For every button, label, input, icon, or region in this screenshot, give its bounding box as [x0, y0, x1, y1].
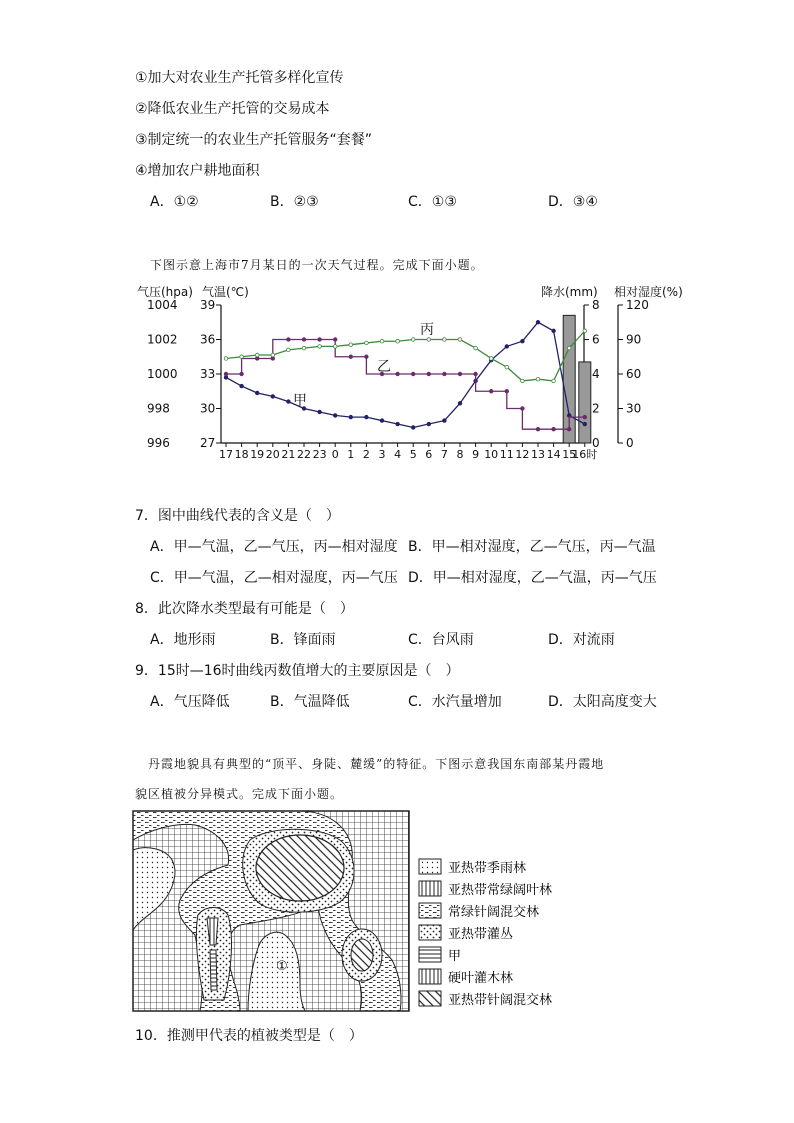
pressure-tick-label: 1004: [147, 298, 178, 312]
series-point: [443, 338, 447, 342]
series-point: [349, 355, 353, 359]
legend-swatch-shrub: [419, 925, 441, 940]
x-tick-label: 4: [394, 448, 402, 461]
humidity-tick-label: 120: [626, 298, 649, 312]
series-point: [489, 357, 493, 361]
series-point: [521, 339, 525, 343]
series-point: [240, 355, 244, 359]
x-tick-label: 1: [347, 448, 355, 461]
statement-3: ③制定统一的农业生产托管服务“套餐”: [135, 132, 373, 148]
series-point: [318, 338, 322, 342]
series-point: [287, 400, 291, 404]
series-point: [489, 389, 493, 393]
map-label-1: ①: [276, 959, 288, 974]
x-tick-label: 21: [281, 448, 296, 461]
series-point: [583, 422, 587, 426]
vegetation-map: [130, 808, 590, 1018]
q9-option-a[interactable]: A．气压降低: [150, 694, 230, 710]
series-point: [396, 422, 400, 426]
series-point: [287, 338, 291, 342]
temp-tick-label: 36: [200, 332, 216, 347]
series-point: [536, 377, 540, 381]
danxia-intro-line1: 丹霞地貌具有典型的“顶平、身陡、麓缓”的特征。下图示意我国东南部某丹霞地: [148, 757, 605, 771]
pressure-axis-label: 气压(hpa): [137, 285, 193, 299]
q7-option-d[interactable]: D．甲—相对湿度，乙—气温，丙—气压: [408, 570, 657, 586]
series-point: [536, 427, 540, 431]
series-point: [271, 395, 275, 399]
series-point: [552, 379, 556, 383]
x-tick-label: 12: [515, 448, 530, 461]
x-tick-label: 23: [312, 448, 327, 461]
series-point: [474, 346, 478, 350]
x-tick-label: 0: [331, 448, 339, 461]
series-point: [567, 346, 571, 350]
series-point: [396, 339, 400, 343]
q9-option-d[interactable]: D．太阳高度变大: [548, 694, 657, 710]
curve-label-jia: 甲: [293, 393, 307, 409]
q7-option-a[interactable]: A．甲—气温，乙—气压，丙—相对湿度: [150, 539, 398, 555]
q9-option-b[interactable]: B．气温降低: [270, 694, 350, 710]
series-point: [302, 346, 306, 350]
humidity-tick-label: 90: [626, 332, 642, 347]
statement-4: ④增加农户耕地面积: [135, 163, 260, 179]
series-point: [443, 372, 447, 376]
pressure-tick-label: 1000: [147, 367, 178, 381]
statement-1: ①加大对农业生产托管多样化宣传: [135, 70, 344, 86]
map-jia-strip: [210, 950, 217, 990]
series-line: [226, 322, 585, 427]
legend-label-shrub: 亚热带灌丛: [448, 927, 514, 942]
temp-axis-label: 气温(℃): [202, 285, 249, 299]
temp-tick-label: 30: [200, 401, 216, 416]
q8-option-a[interactable]: A．地形雨: [150, 632, 216, 648]
series-point: [536, 320, 540, 324]
series-point: [505, 389, 509, 393]
series-point: [411, 426, 415, 430]
series-point: [349, 415, 353, 419]
series-point: [552, 329, 556, 333]
legend-label-evergreen: 亚热带常绿阔叶林: [448, 883, 553, 898]
series-point: [255, 353, 259, 357]
series-point: [380, 419, 384, 423]
legend-label-monsoon: 亚热带季雨林: [448, 861, 527, 876]
x-tick-label: 3: [378, 448, 386, 461]
series-point: [349, 343, 353, 347]
statement-2: ②降低农业生产托管的交易成本: [135, 101, 330, 117]
series-point: [365, 415, 369, 419]
humidity-axis-label: 相对湿度(%): [614, 285, 683, 299]
series-point: [333, 345, 337, 349]
x-tick-label: 11: [499, 448, 514, 461]
series-point: [583, 329, 587, 333]
precip-axis-label: 降水(mm): [541, 285, 598, 299]
map-mixed-forest-right: [351, 939, 373, 971]
precip-bar: [579, 362, 591, 443]
series-point: [427, 338, 431, 342]
x-tick-label: 18: [234, 448, 249, 461]
legend-label-sclerophyll: 硬叶灌木林: [448, 971, 514, 986]
x-tick-label: 15: [562, 448, 577, 461]
series-point: [255, 391, 259, 395]
q8-option-b[interactable]: B．锋面雨: [270, 632, 336, 648]
q10-stem: 10．推测甲代表的植被类型是（ ）: [135, 1028, 363, 1044]
curve-label-bing: 丙: [420, 322, 434, 338]
map-legend: [419, 859, 552, 1008]
x-tick-label: 14: [546, 448, 561, 461]
series-point: [318, 345, 322, 349]
humidity-tick-label: 0: [626, 436, 634, 450]
series-point: [411, 372, 415, 376]
q9-option-c[interactable]: C．水汽量增加: [408, 694, 502, 710]
legend-label-jia: 甲: [448, 949, 462, 964]
q9-stem: 9．15时—16时曲线丙数值增大的主要原因是（ ）: [135, 663, 460, 679]
x-tick-label: 19: [250, 448, 265, 461]
series-point: [287, 348, 291, 352]
temp-tick-label: 27: [200, 436, 216, 450]
series-point: [333, 338, 337, 342]
series-point: [505, 365, 509, 369]
series-point: [240, 384, 244, 388]
legend-swatch-coniferous-broadleaf: [419, 903, 441, 918]
precip-tick-label: 2: [592, 401, 600, 416]
danxia-intro-line2: 貌区植被分异模式。完成下面小题。: [135, 787, 344, 801]
legend-swatch-evergreen: [419, 881, 441, 896]
series-point: [224, 357, 228, 361]
series-point: [302, 338, 306, 342]
legend-label-coniferous-broadleaf: 常绿针阔混交林: [448, 905, 540, 920]
series-point: [380, 339, 384, 343]
x-tick-label: 5: [409, 448, 417, 461]
x-tick-label: 7: [440, 448, 448, 461]
series-point: [521, 407, 525, 411]
x-tick-label: 16时: [572, 448, 598, 461]
series-point: [505, 345, 509, 349]
option-c[interactable]: C．①③: [408, 194, 457, 210]
precip-tick-label: 4: [592, 367, 600, 381]
series-point: [396, 372, 400, 376]
series-point: [458, 338, 462, 342]
series-point: [365, 341, 369, 345]
series-point: [458, 402, 462, 406]
pressure-tick-label: 998: [147, 401, 170, 416]
series-point: [474, 372, 478, 376]
series-point: [365, 355, 369, 359]
q8-option-c[interactable]: C．台风雨: [408, 632, 474, 648]
x-tick-label: 22: [297, 448, 311, 461]
pressure-tick-label: 1002: [147, 332, 178, 347]
option-d[interactable]: D．③④: [548, 194, 598, 210]
x-tick-label: 13: [531, 448, 545, 461]
series-point: [271, 353, 275, 357]
legend-swatch-monsoon: [419, 859, 441, 874]
q7-option-c[interactable]: C．甲—气温，乙—相对湿度，丙—气压: [150, 570, 398, 586]
x-tick-label: 6: [425, 448, 433, 461]
series-point: [583, 415, 587, 419]
temp-tick-label: 33: [200, 367, 216, 381]
weather-intro: 下图示意上海市7月某日的一次天气过程。完成下面小题。: [150, 258, 484, 272]
legend-label-mixed: 亚热带针阔混交林: [448, 993, 553, 1008]
x-tick-label: 20: [265, 448, 280, 461]
series-point: [427, 422, 431, 426]
series-point: [552, 427, 556, 431]
q7-option-b[interactable]: B．甲—相对湿度，乙—气压，丙—气温: [408, 539, 656, 555]
q8-stem: 8．此次降水类型最有可能是（ ）: [135, 601, 354, 617]
series-point: [318, 410, 322, 414]
curve-label-yi: 乙: [377, 359, 391, 375]
q7-stem: 7．图中曲线代表的含义是（ ）: [135, 508, 340, 524]
humidity-tick-label: 30: [626, 401, 642, 416]
legend-swatch-sclerophyll: [419, 969, 441, 984]
x-tick-label: 8: [456, 448, 464, 461]
option-b[interactable]: B．②③: [270, 194, 319, 210]
precip-tick-label: 6: [592, 332, 600, 347]
option-a[interactable]: A．①②: [150, 194, 199, 210]
series-point: [224, 372, 228, 376]
legend-swatch-jia: [419, 947, 441, 962]
series-point: [567, 427, 571, 431]
series-point: [458, 372, 462, 376]
series-point: [240, 372, 244, 376]
x-tick-label: 2: [362, 448, 370, 461]
x-tick-label: 9: [472, 448, 480, 461]
pressure-tick-label: 996: [147, 436, 170, 450]
map-mixed-forest-top: [256, 835, 344, 901]
series-point: [443, 419, 447, 423]
temp-tick-label: 39: [200, 298, 216, 312]
legend-swatch-mixed: [419, 991, 441, 1006]
series-point: [333, 414, 337, 418]
precip-tick-label: 0: [592, 436, 600, 450]
q8-option-d[interactable]: D．对流雨: [548, 632, 615, 648]
series-point: [521, 379, 525, 383]
x-tick-label: 17: [219, 448, 233, 461]
humidity-tick-label: 60: [626, 367, 642, 381]
series-point: [411, 338, 415, 342]
weather-chart: [130, 280, 700, 465]
series-point: [427, 372, 431, 376]
x-tick-label: 10: [484, 448, 499, 461]
precip-tick-label: 8: [592, 298, 600, 312]
